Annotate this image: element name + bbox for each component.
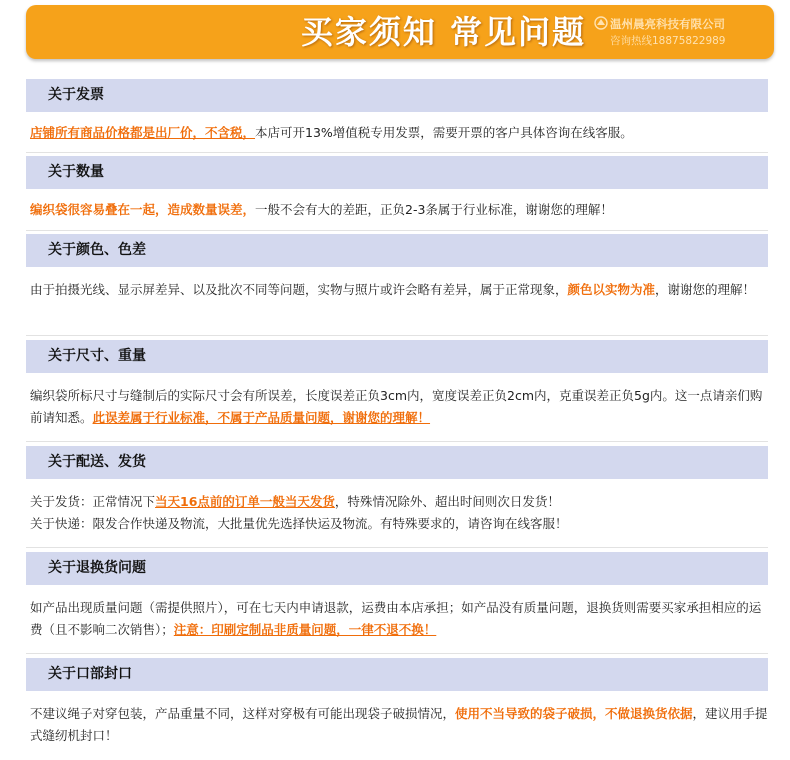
section-body-sealing xyxy=(30,703,768,747)
section-divider xyxy=(26,230,768,231)
body-text: 关于发货：正常情况下 xyxy=(30,494,156,509)
emphasis-text: 此误差属于行业标准，不属于产品质量问题，谢谢您的理解！ xyxy=(92,410,431,425)
section-divider xyxy=(26,152,768,153)
section-divider xyxy=(26,335,768,336)
section-body-color xyxy=(30,279,768,301)
page-title: 买家须知 常见问题 xyxy=(300,13,586,51)
section-header-returns xyxy=(26,552,768,585)
section-title: 关于发票 xyxy=(48,87,104,103)
emphasis-text: 注意：印刷定制品非质量问题，一律不退不换！ xyxy=(173,622,437,637)
section-header-shipping xyxy=(26,446,768,479)
body-text: 不建议绳子对穿包装，产品重量不同，这样对穿极有可能出现袋子破损情况， xyxy=(30,706,456,721)
section-title: 关于颜色、色差 xyxy=(48,242,146,258)
body-text: ，特殊情况除外、超出时间则次日发货！ xyxy=(334,494,560,509)
section-body-quantity xyxy=(30,199,768,221)
section-body-invoice xyxy=(30,122,768,144)
body-text: 关于快递：限发合作快递及物流，大批量优先选择快运及物流。有特殊要求的，请咨询在线客服！ xyxy=(30,516,568,531)
section-title: 关于配送、发货 xyxy=(48,454,146,470)
company-name: 温州晨亮科技有限公司 xyxy=(610,17,725,31)
emphasis-text: 当天16点前的订单一般当天发货 xyxy=(155,494,335,509)
emphasis-text: 颜色以实物为准 xyxy=(567,282,656,297)
company-hotline: 咨询热线18875822989 xyxy=(610,35,726,47)
company-logo-icon xyxy=(594,16,608,30)
section-body-shipping xyxy=(30,491,768,535)
section-title: 关于尺寸、重量 xyxy=(48,348,146,364)
body-text: 由于拍摄光线、显示屏差异、以及批次不同等问题，实物与照片或许会略有差异，属于正常现象， xyxy=(30,282,568,297)
section-body-size-weight xyxy=(30,385,768,429)
body-text: 本店可开13%增值税专用发票，需要开票的客户具体咨询在线客服。 xyxy=(255,125,633,140)
section-header-quantity xyxy=(26,156,768,189)
section-body-returns xyxy=(30,597,768,641)
body-text: ，谢谢您的理解！ xyxy=(655,282,756,297)
body-text: ，建议用手提式缝纫机封口！ xyxy=(30,706,768,743)
section-header-invoice xyxy=(26,79,768,112)
emphasis-text: 使用不当导致的袋子破损，不做退换货依据 xyxy=(455,706,693,721)
section-title: 关于数量 xyxy=(48,164,104,180)
body-text: 如产品出现质量问题（需提供照片），可在七天内申请退款，运费由本店承担；如产品没有质量问题，退换货则需要买家承担相应的运费（且不影响二次销售）； xyxy=(30,600,762,637)
header-banner xyxy=(26,5,774,59)
section-divider xyxy=(26,547,768,548)
body-text: 编织袋所标尺寸与缝制后的实际尺寸会有所误差，长度误差正负3cm内，宽度误差正负2cm内，克重误差正负5g内。这一点请亲们购前请知悉。 xyxy=(30,388,763,425)
emphasis-text: 店铺所有商品价格都是出厂价，不含税， xyxy=(30,125,256,140)
section-divider xyxy=(26,653,768,654)
section-header-size-weight xyxy=(26,340,768,373)
section-title: 关于退换货问题 xyxy=(48,560,146,576)
section-title: 关于口部封口 xyxy=(48,666,132,682)
section-header-color xyxy=(26,234,768,267)
section-divider xyxy=(26,441,768,442)
section-header-sealing xyxy=(26,658,768,691)
body-text: 一般不会有大的差距，正负2-3条属于行业标准，谢谢您的理解！ xyxy=(255,202,613,217)
emphasis-text: 编织袋很容易叠在一起，造成数量误差， xyxy=(30,202,256,217)
